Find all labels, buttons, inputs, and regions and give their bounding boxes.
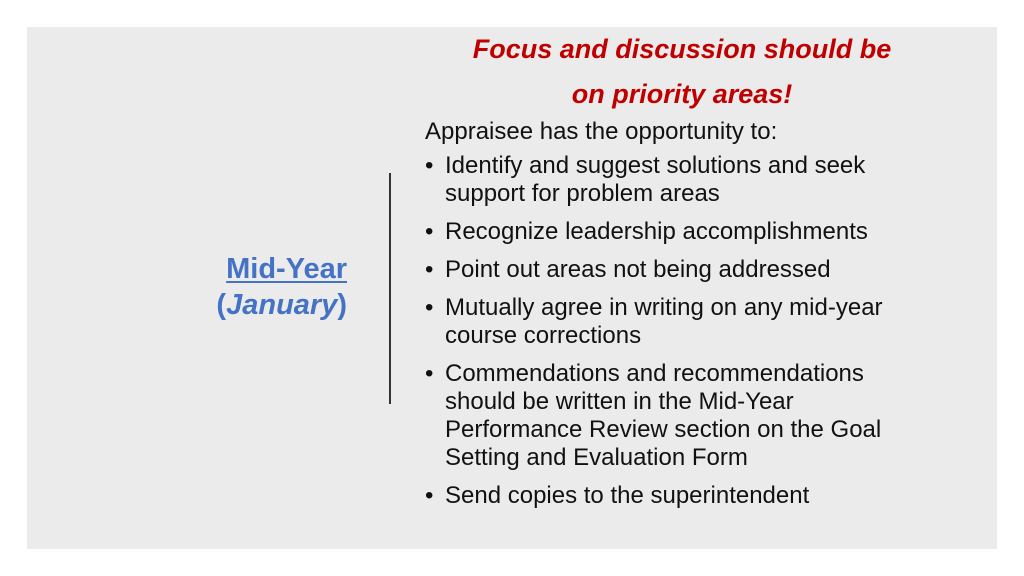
phase-label: [157, 251, 347, 323]
bullet-item: [425, 152, 925, 208]
bullet-text: Point out areas not being addressed: [445, 256, 831, 283]
bullet-item: [425, 294, 925, 350]
bullet-item: [425, 360, 925, 472]
bullet-item: [425, 256, 925, 284]
bullet-item: [425, 218, 925, 246]
intro-text: Appraisee has the opportunity to:: [425, 118, 778, 145]
paren-open: (: [216, 289, 227, 321]
vertical-divider: [389, 173, 391, 404]
bullet-text: Commendations and recommendations should be written in the Mid-Year Performance Review section on the Goal Setting and Evaluation Form: [445, 360, 882, 471]
bullet-text: Mutually agree in writing on any mid-year course corrections: [445, 294, 883, 349]
slide: [27, 27, 997, 549]
bullet-text: Identify and suggest solutions and seek support for problem areas: [445, 152, 866, 207]
bullet-text: Send copies to the superintendent: [445, 482, 810, 509]
bullet-icon: •: [425, 256, 434, 283]
bullet-icon: •: [425, 218, 434, 245]
content-panel: [425, 27, 925, 520]
bullet-list: [425, 152, 925, 510]
bullet-icon: •: [425, 482, 434, 509]
headline-line-1: Focus and discussion should be: [472, 34, 892, 64]
phase-month-line: [157, 287, 347, 323]
bullet-text: Recognize leadership accomplishments: [445, 218, 868, 245]
bullet-icon: •: [425, 360, 434, 387]
headline: [421, 27, 943, 117]
bullet-icon: •: [425, 294, 434, 321]
bullet-icon: •: [425, 152, 434, 179]
paren-close: ): [337, 289, 347, 321]
phase-title: Mid-Year: [226, 253, 347, 285]
phase-month: January: [226, 289, 338, 321]
bullet-item: [425, 482, 925, 510]
headline-line-2: on priority areas!: [571, 79, 793, 109]
